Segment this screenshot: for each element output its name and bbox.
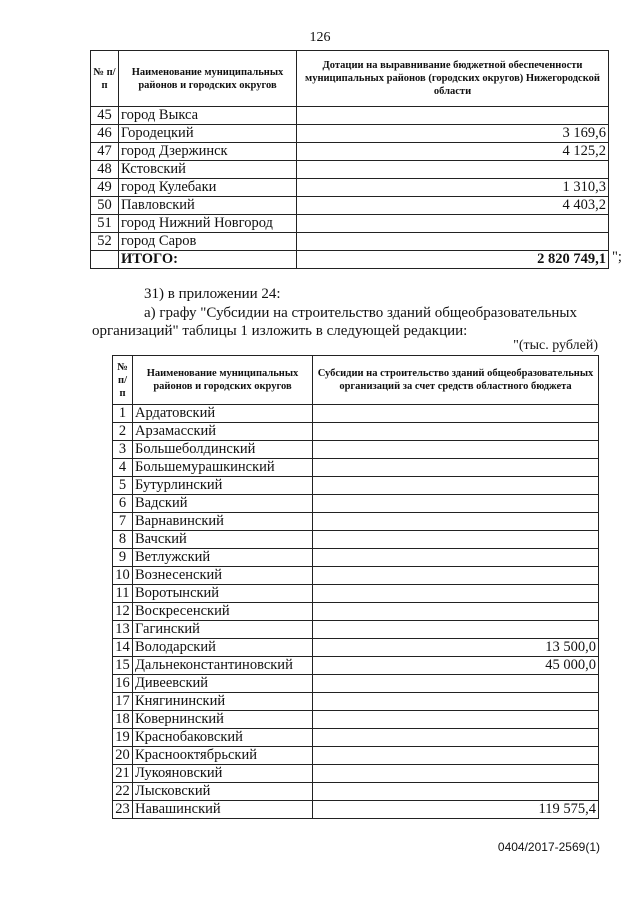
header-num: № п/п <box>91 51 119 107</box>
row-name: Ардатовский <box>133 405 313 423</box>
row-value <box>313 405 599 423</box>
row-number: 48 <box>91 161 119 179</box>
row-name: Большеболдинский <box>133 441 313 459</box>
row-number: 10 <box>113 567 133 585</box>
row-value <box>313 729 599 747</box>
table-row <box>113 423 599 441</box>
row-value: 1 310,3 <box>297 179 609 197</box>
units-label: "(тыс. рублей) <box>513 338 598 353</box>
table-row <box>113 621 599 639</box>
row-name: Воскресенский <box>133 603 313 621</box>
row-number: 11 <box>113 585 133 603</box>
row-name: Ковернинский <box>133 711 313 729</box>
row-number: 12 <box>113 603 133 621</box>
row-name: Варнавинский <box>133 513 313 531</box>
row-number: 15 <box>113 657 133 675</box>
row-value <box>297 107 609 125</box>
table-row <box>113 567 599 585</box>
row-name: Бутурлинский <box>133 477 313 495</box>
row-value <box>313 675 599 693</box>
row-number: 8 <box>113 531 133 549</box>
row-number: 13 <box>113 621 133 639</box>
table-row <box>113 693 599 711</box>
row-number: 6 <box>113 495 133 513</box>
row-value <box>313 549 599 567</box>
table-row <box>91 143 609 161</box>
row-number: 47 <box>91 143 119 161</box>
header-value: Дотации на выравнивание бюджетной обеспеченности муниципальных районов (городских округов) Нижегородской области <box>297 51 609 107</box>
row-value: 45 000,0 <box>313 657 599 675</box>
table-row <box>113 765 599 783</box>
table-row <box>113 513 599 531</box>
row-value <box>297 215 609 233</box>
row-name: город Нижний Новгород <box>119 215 297 233</box>
table-row <box>113 405 599 423</box>
row-number: 51 <box>91 215 119 233</box>
row-name: город Дзержинск <box>119 143 297 161</box>
paragraph-a-line1: а) графу "Субсидии на строительство зданий общеобразовательных <box>144 305 578 321</box>
table-row <box>113 603 599 621</box>
table-row <box>113 657 599 675</box>
row-name: Дальнеконстантиновский <box>133 657 313 675</box>
row-value <box>313 441 599 459</box>
row-number: 21 <box>113 765 133 783</box>
row-value <box>313 567 599 585</box>
row-name: Ветлужский <box>133 549 313 567</box>
row-name: город Выкса <box>119 107 297 125</box>
row-name: Княгининский <box>133 693 313 711</box>
subsidy-table-2 <box>112 355 599 819</box>
row-value: 13 500,0 <box>313 639 599 657</box>
row-value <box>313 585 599 603</box>
table-row <box>113 711 599 729</box>
table-row <box>91 125 609 143</box>
row-number: 5 <box>113 477 133 495</box>
row-name: город Саров <box>119 233 297 251</box>
row-value <box>313 495 599 513</box>
row-name: Краснооктябрьский <box>133 747 313 765</box>
row-number: 52 <box>91 233 119 251</box>
table-row <box>113 495 599 513</box>
table-row <box>113 729 599 747</box>
page-number: 126 <box>309 30 331 45</box>
table-row <box>91 197 609 215</box>
row-name: Павловский <box>119 197 297 215</box>
paragraph-a-line2: организаций" таблицы 1 изложить в следующей редакции: <box>92 323 468 339</box>
header-name: Наименование муниципальных районов и городских округов <box>119 51 297 107</box>
table-row <box>91 233 609 251</box>
header-name: Наименование муниципальных районов и городских округов <box>133 356 313 405</box>
row-name: Воротынский <box>133 585 313 603</box>
total-value: 2 820 749,1 <box>297 251 609 269</box>
row-value <box>313 603 599 621</box>
subsidy-table-1 <box>90 50 609 269</box>
row-number: 16 <box>113 675 133 693</box>
row-value <box>313 621 599 639</box>
row-name: Городецкий <box>119 125 297 143</box>
table-row <box>113 459 599 477</box>
document-code: 0404/2017-2569(1) <box>497 840 600 854</box>
row-value <box>313 711 599 729</box>
row-number: 23 <box>113 801 133 819</box>
row-number: 17 <box>113 693 133 711</box>
row-name: Володарский <box>133 639 313 657</box>
row-value <box>313 513 599 531</box>
row-name: Большемурашкинский <box>133 459 313 477</box>
row-name: Лысковский <box>133 783 313 801</box>
row-value <box>297 233 609 251</box>
header-value: Субсидии на строительство зданий общеобразовательных организаций за счет средств областного бюджета <box>313 356 599 405</box>
table-row <box>91 161 609 179</box>
table-row <box>113 549 599 567</box>
row-name: Арзамасский <box>133 423 313 441</box>
row-number: 14 <box>113 639 133 657</box>
row-value: 119 575,4 <box>313 801 599 819</box>
row-name: Лукояновский <box>133 765 313 783</box>
row-value <box>313 783 599 801</box>
row-number: 46 <box>91 125 119 143</box>
row-number: 19 <box>113 729 133 747</box>
row-value <box>297 161 609 179</box>
row-number: 7 <box>113 513 133 531</box>
total-label: ИТОГО: <box>119 251 297 269</box>
row-value <box>313 423 599 441</box>
table-header-row <box>91 51 609 107</box>
table-row <box>113 783 599 801</box>
row-number: 20 <box>113 747 133 765</box>
row-value: 4 403,2 <box>297 197 609 215</box>
row-number: 3 <box>113 441 133 459</box>
row-number: 9 <box>113 549 133 567</box>
row-name: Гагинский <box>133 621 313 639</box>
paragraph-31: 31) в приложении 24: <box>144 286 281 302</box>
row-name: Краснобаковский <box>133 729 313 747</box>
row-name: Вознесенский <box>133 567 313 585</box>
closing-quote: "; <box>612 249 622 265</box>
row-number: 1 <box>113 405 133 423</box>
table-row <box>91 215 609 233</box>
row-name: Дивеевский <box>133 675 313 693</box>
row-name: город Кулебаки <box>119 179 297 197</box>
table-row <box>113 639 599 657</box>
table-row <box>113 585 599 603</box>
row-name: Навашинский <box>133 801 313 819</box>
row-number: 2 <box>113 423 133 441</box>
row-value <box>313 693 599 711</box>
row-name: Вадский <box>133 495 313 513</box>
table-row <box>91 179 609 197</box>
table-row <box>113 675 599 693</box>
table-header-row <box>113 356 599 405</box>
row-value <box>313 477 599 495</box>
row-number: 50 <box>91 197 119 215</box>
header-num: № п/п <box>113 356 133 405</box>
row-name: Кстовский <box>119 161 297 179</box>
table-row <box>113 801 599 819</box>
row-number: 22 <box>113 783 133 801</box>
row-number: 4 <box>113 459 133 477</box>
row-name: Вачский <box>133 531 313 549</box>
table-row <box>113 441 599 459</box>
row-value: 3 169,6 <box>297 125 609 143</box>
row-value <box>313 459 599 477</box>
row-number: 18 <box>113 711 133 729</box>
row-value <box>313 765 599 783</box>
row-value <box>313 747 599 765</box>
table-row <box>113 747 599 765</box>
row-number: 49 <box>91 179 119 197</box>
table-row <box>91 107 609 125</box>
row-value <box>313 531 599 549</box>
total-row <box>91 251 609 269</box>
row-value: 4 125,2 <box>297 143 609 161</box>
table-row <box>113 531 599 549</box>
row-number: 45 <box>91 107 119 125</box>
table-row <box>113 477 599 495</box>
